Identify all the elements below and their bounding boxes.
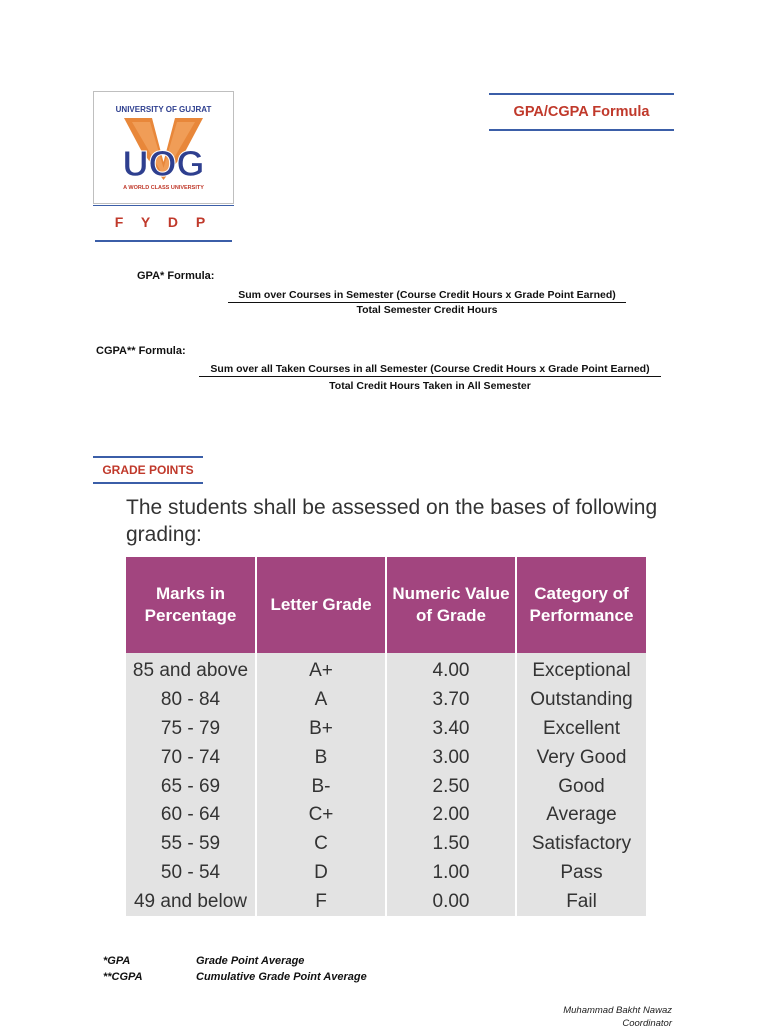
grade-points-rule-bottom [93, 482, 203, 484]
table-row [126, 887, 646, 916]
category-cell: Excellent [516, 715, 646, 744]
category-cell: Very Good [516, 743, 646, 772]
cgpa-formula-denominator: Total Credit Hours Taken in All Semester [329, 380, 531, 392]
numeric-value-cell: 2.00 [386, 801, 516, 830]
document-title: GPA/CGPA Formula [513, 104, 650, 120]
letter-grade-cell: B- [256, 772, 386, 801]
title-rule-bottom [489, 129, 674, 131]
cgpa-formula-label: CGPA** Formula: [96, 345, 186, 357]
table-row [126, 686, 646, 715]
marks-cell: 80 - 84 [126, 686, 256, 715]
letter-grade-cell: D [256, 859, 386, 888]
marks-cell: 70 - 74 [126, 743, 256, 772]
numeric-value-cell: 3.70 [386, 686, 516, 715]
grading-table [126, 557, 646, 916]
category-cell: Exceptional [516, 653, 646, 686]
grade-points-heading: GRADE POINTS [102, 463, 194, 477]
gpa-formula-numerator: Sum over Courses in Semester (Course Credit Hours x Grade Point Earned) [228, 289, 626, 303]
logo-university-text: UNIVERSITY OF GUJRAT [115, 105, 212, 114]
marks-cell: 55 - 59 [126, 830, 256, 859]
category-cell: Pass [516, 859, 646, 888]
marks-cell: 85 and above [126, 653, 256, 686]
category-cell: Satisfactory [516, 830, 646, 859]
letter-grade-cell: A [256, 686, 386, 715]
gpa-formula-denominator: Total Semester Credit Hours [356, 304, 498, 316]
department-label: F Y D P [114, 214, 213, 230]
column-header-numeric-value: Numeric Value of Grade [386, 557, 516, 653]
letter-grade-cell: A+ [256, 653, 386, 686]
uog-logo-graphic [94, 92, 233, 203]
table-row [126, 743, 646, 772]
marks-cell: 65 - 69 [126, 772, 256, 801]
grade-points-rule-top [93, 456, 203, 458]
letter-grade-cell: B+ [256, 715, 386, 744]
numeric-value-cell: 1.50 [386, 830, 516, 859]
university-logo [93, 91, 234, 204]
numeric-value-cell: 2.50 [386, 772, 516, 801]
table-row [126, 830, 646, 859]
letter-grade-cell: B [256, 743, 386, 772]
numeric-value-cell: 0.00 [386, 887, 516, 916]
table-row [126, 801, 646, 830]
grading-table-header-row [126, 557, 646, 653]
footnote-cgpa-value: Cumulative Grade Point Average [196, 971, 367, 983]
footnote-gpa-key: *GPA [103, 955, 131, 967]
letter-grade-cell: C [256, 830, 386, 859]
grading-intro-text: The students shall be assessed on the bases of following grading: [126, 496, 658, 546]
signatory-role: Coordinator [622, 1018, 672, 1029]
table-row [126, 859, 646, 888]
letter-grade-cell: C+ [256, 801, 386, 830]
logo-mark-text: UOG [122, 143, 205, 184]
category-cell: Good [516, 772, 646, 801]
cgpa-formula-numerator: Sum over all Taken Courses in all Semester (Course Credit Hours x Grade Point Earned) [199, 363, 661, 377]
numeric-value-cell: 1.00 [386, 859, 516, 888]
column-header-category: Category of Performance [516, 557, 646, 653]
signatory-name: Muhammad Bakht Nawaz [563, 1005, 672, 1016]
department-underline [95, 240, 232, 242]
footnote-cgpa-key: **CGPA [103, 971, 143, 983]
numeric-value-cell: 4.00 [386, 653, 516, 686]
logo-tagline-text: A WORLD CLASS UNIVERSITY [123, 185, 204, 191]
marks-cell: 50 - 54 [126, 859, 256, 888]
category-cell: Average [516, 801, 646, 830]
table-row [126, 715, 646, 744]
column-header-letter-grade: Letter Grade [256, 557, 386, 653]
numeric-value-cell: 3.00 [386, 743, 516, 772]
table-row [126, 653, 646, 686]
marks-cell: 75 - 79 [126, 715, 256, 744]
marks-cell: 60 - 64 [126, 801, 256, 830]
column-header-marks: Marks in Percentage [126, 557, 256, 653]
category-cell: Fail [516, 887, 646, 916]
table-row [126, 772, 646, 801]
footnote-gpa-value: Grade Point Average [196, 955, 305, 967]
numeric-value-cell: 3.40 [386, 715, 516, 744]
marks-cell: 49 and below [126, 887, 256, 916]
gpa-formula-label: GPA* Formula: [137, 270, 215, 282]
logo-underline [93, 205, 234, 206]
title-rule-top [489, 93, 674, 95]
category-cell: Outstanding [516, 686, 646, 715]
letter-grade-cell: F [256, 887, 386, 916]
